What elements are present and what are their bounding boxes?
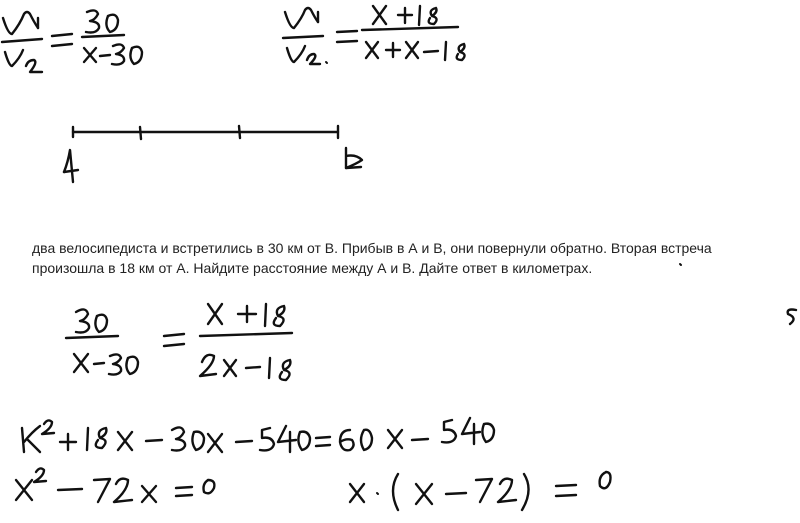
problem-line-2: произошла в 18 км от А. Найдите расстояние между А и В. Дайте ответ в километрах.	[32, 260, 593, 276]
label-b	[346, 148, 362, 168]
ratio-equation-1	[2, 10, 142, 72]
problem-line-1: два велосипедиста и встретились в 30 км от В. Прибыв в А и В, они повернули обратно. Вторая встреча	[32, 240, 712, 256]
label-a	[64, 150, 73, 182]
ratio-equation-2	[283, 6, 465, 64]
equation-fraction	[66, 304, 292, 380]
factored-equation	[350, 472, 611, 510]
expanded-equation	[22, 418, 494, 452]
problem-statement	[32, 238, 792, 278]
segment-diagram	[64, 126, 362, 182]
stray-mark	[788, 310, 796, 325]
quadratic-equation	[16, 468, 214, 502]
